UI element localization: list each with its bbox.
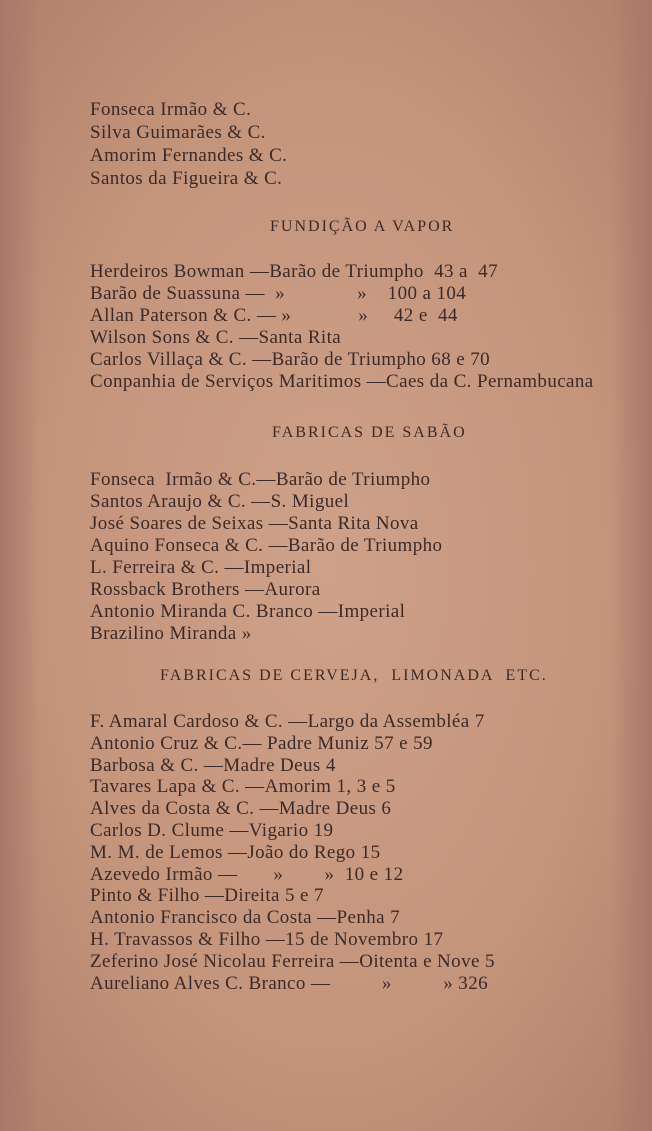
directory-entry: Carlos Villaça & C. —Barão de Triumpho 68 e 70 [90,349,491,370]
directory-entry: José Soares de Seixas —Santa Rita Nova [90,513,419,534]
directory-entry: Barão de Suassuna — » » 100 a 104 [90,283,467,304]
directory-entry: Wilson Sons & C. —Santa Rita [90,327,342,348]
directory-entry: Fonseca Irmão & C.—Barão de Triumpho [90,469,431,490]
directory-entry: Rossback Brothers —Aurora [90,579,321,600]
directory-entry: Zeferino José Nicolau Ferreira —Oitenta e Nove 5 [90,950,495,972]
directory-entry: Aquino Fonseca & C. —Barão de Triumpho [90,535,443,556]
directory-entry: Antonio Francisco da Costa —Penha 7 [90,907,401,929]
directory-entry: Aureliano Alves C. Branco — » » 326 [90,972,488,994]
directory-entry: Antonio Miranda C. Branco —Imperial [90,601,406,622]
heading-cerveja: FABRICAS DE CERVEJA, LIMONADA ETC. [160,667,548,684]
directory-entry: M. M. de Lemos —João do Rego 15 [90,841,381,863]
directory-entry: Fonseca Irmão & C. [90,99,252,120]
directory-entry: Amorim Fernandes & C. [90,145,288,166]
directory-entry: Carlos D. Clume —Vigario 19 [90,820,334,841]
directory-entry: Azevedo Irmão — » » 10 e 12 [90,863,404,885]
directory-entry: Barbosa & C. —Madre Deus 4 [90,754,336,776]
directory-entry: Santos da Figueira & C. [90,168,283,189]
directory-entry: Antonio Cruz & C.— Padre Muniz 57 e 59 [90,732,433,754]
directory-entry: Herdeiros Bowman —Barão de Triumpho 43 a 47 [90,261,498,282]
page-edge-left [0,0,40,1131]
directory-entry: Silva Guimarães & C. [90,122,266,143]
directory-entry: Conpanhia de Serviços Maritimos —Caes da C. Pernambucana [90,371,594,392]
directory-entry: L. Ferreira & C. —Imperial [90,557,312,578]
directory-entry: H. Travassos & Filho —15 de Novembro 17 [90,929,444,950]
page-edge-right [612,0,652,1131]
directory-entry: Tavares Lapa & C. —Amorim 1, 3 e 5 [90,776,396,798]
directory-entry: Santos Araujo & C. —S. Miguel [90,491,350,512]
directory-entry: F. Amaral Cardoso & C. —Largo da Assembléa 7 [90,711,485,732]
heading-fundicao: FUNDIÇÃO A VAPOR [270,218,455,235]
directory-entry: Pinto & Filho —Direita 5 e 7 [90,885,324,907]
directory-entry: Alves da Costa & C. —Madre Deus 6 [90,798,392,820]
directory-entry: Brazilino Miranda » [90,623,252,644]
directory-entry: Allan Paterson & C. — » » 42 e 44 [90,305,458,326]
heading-sabao: FABRICAS DE SABÃO [272,424,467,441]
